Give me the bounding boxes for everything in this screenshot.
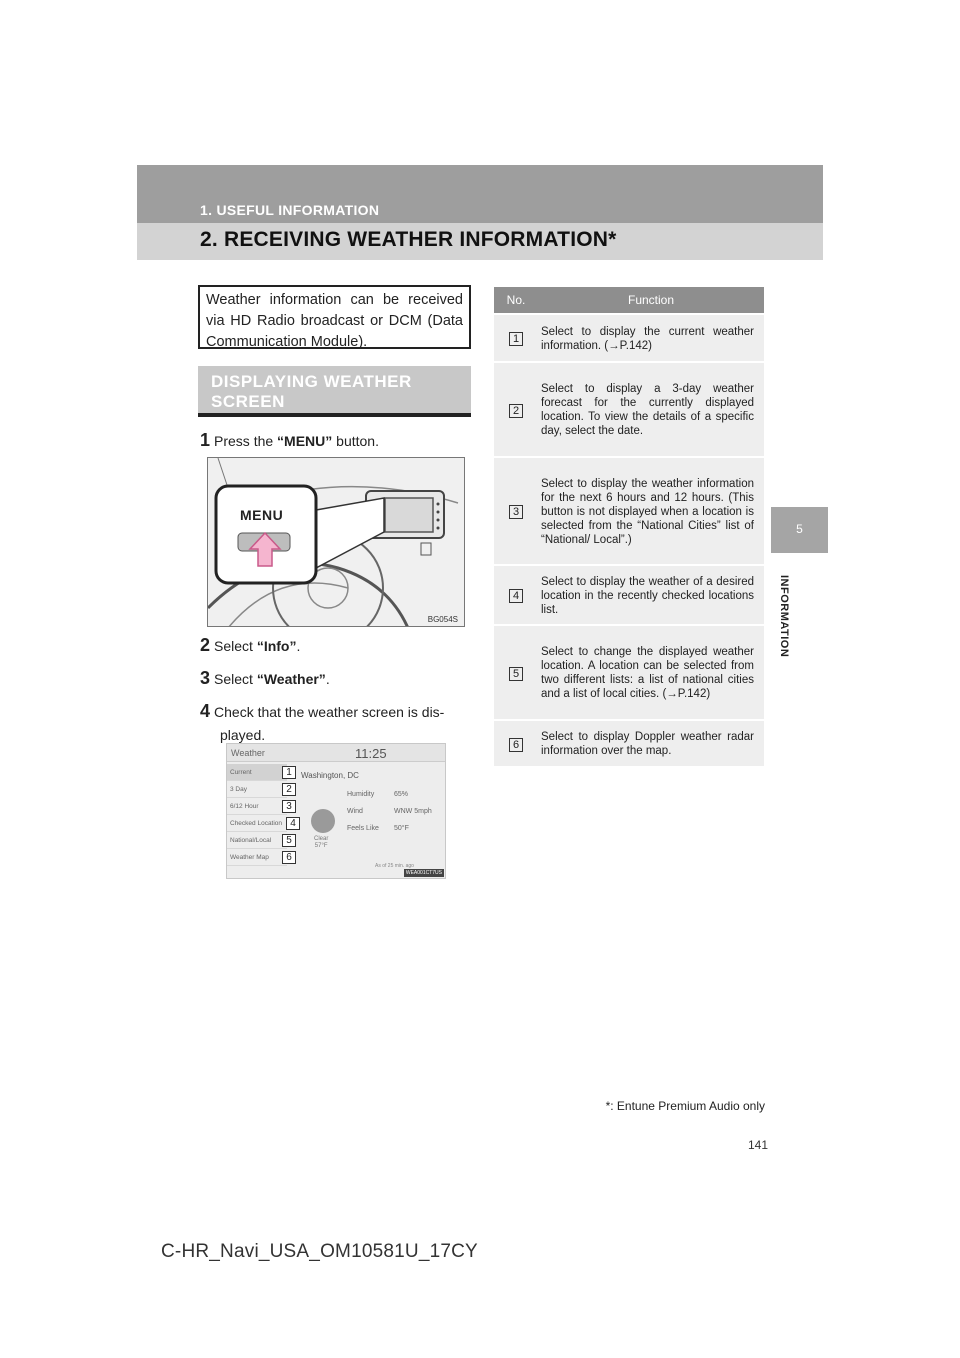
weather-menu-current[interactable]: Current bbox=[227, 764, 287, 781]
step-text: Check that the weather screen is dis- bbox=[214, 704, 445, 720]
weather-stat-label: Humidity bbox=[347, 791, 375, 798]
section-heading-text: DISPLAYING WEATHER SCREEN bbox=[211, 372, 412, 411]
dashboard-illustration bbox=[208, 458, 465, 627]
weather-menu bbox=[227, 764, 287, 866]
weather-clock: 11:25 bbox=[355, 746, 387, 761]
step-bold: “Info” bbox=[256, 638, 297, 654]
row-number-cell bbox=[494, 362, 538, 457]
row-function: Select to display the current weather information. (→P.142) bbox=[538, 314, 764, 362]
weather-stat-value: 65% bbox=[394, 791, 409, 798]
row-number-cell bbox=[494, 720, 538, 766]
callout-1: 1 bbox=[282, 766, 296, 779]
dashboard-figure bbox=[207, 457, 465, 627]
step-bold: “MENU” bbox=[277, 433, 333, 449]
step-text-end: button. bbox=[332, 433, 379, 449]
row-function: Select to display the weather information for the next 6 hours and 12 hours. (This button is not displayed when a location is selected from the “National Cities” list of “National/ Local”.) bbox=[538, 457, 764, 565]
callout-3: 3 bbox=[282, 800, 296, 813]
step-bold: “Weather” bbox=[256, 671, 326, 687]
weather-screen-title: Weather bbox=[231, 748, 265, 758]
row-number-cell bbox=[494, 457, 538, 565]
intro-box: Weather information can be received via HD Radio broadcast or DCM (Data Communication Module). bbox=[198, 285, 471, 349]
column-header-no: No. bbox=[494, 287, 538, 314]
table-row bbox=[494, 565, 764, 625]
weather-menu-3day[interactable]: 3 Day bbox=[227, 781, 287, 798]
step-1 bbox=[200, 429, 379, 452]
row-function: Select to display Doppler weather radar information over the map. bbox=[538, 720, 764, 766]
callout-6: 6 bbox=[282, 851, 296, 864]
weather-menu-6-12-hour[interactable]: 6/12 Hour bbox=[227, 798, 287, 815]
weather-temperature: 57°F bbox=[314, 843, 328, 849]
page-title: 2. RECEIVING WEATHER INFORMATION* bbox=[200, 228, 617, 251]
weather-condition-icon bbox=[311, 809, 335, 833]
column-header-function: Function bbox=[538, 287, 764, 314]
document-id: C-HR_Navi_USA_OM10581U_17CY bbox=[161, 1241, 478, 1262]
weather-condition-text: Clear bbox=[314, 836, 329, 842]
row-function: Select to display the weather of a desired location in the recently checked locations list. bbox=[538, 565, 764, 625]
step-3 bbox=[200, 667, 330, 690]
weather-stat-label: Feels Like bbox=[347, 825, 379, 832]
footnote: *: Entune Premium Audio only bbox=[605, 1099, 765, 1113]
step-text: Select bbox=[214, 671, 257, 687]
table-row bbox=[494, 457, 764, 565]
menu-button-label: MENU bbox=[240, 507, 284, 523]
weather-menu-national-local[interactable]: National/Local bbox=[227, 832, 287, 849]
table-row bbox=[494, 720, 764, 766]
weather-stat-value: 50°F bbox=[394, 825, 409, 832]
weather-menu-weather-map[interactable]: Weather Map bbox=[227, 849, 287, 866]
row-number-cell bbox=[494, 625, 538, 720]
row-number-cell bbox=[494, 565, 538, 625]
page-number: 141 bbox=[748, 1138, 769, 1152]
weather-location: Washington, DC bbox=[301, 771, 359, 780]
step-4 bbox=[200, 700, 472, 723]
row-number: 1 bbox=[509, 332, 523, 346]
row-function: Select to change the displayed weather location. A location can be selected from two different lists: a list of national cities and a list of local cities. (→P.142) bbox=[538, 625, 764, 720]
step-text-end: . bbox=[296, 638, 301, 654]
step-number: 3 bbox=[200, 668, 211, 688]
row-number-cell bbox=[494, 314, 538, 362]
step-text: Select bbox=[214, 638, 257, 654]
weather-stat-label: Wind bbox=[347, 808, 363, 815]
row-number: 2 bbox=[509, 404, 523, 418]
function-table bbox=[494, 287, 764, 766]
weather-screen-figure bbox=[226, 743, 446, 879]
table-row bbox=[494, 314, 764, 362]
chapter-number: 5 bbox=[796, 522, 803, 536]
weather-figure-code: WEA001CT7US bbox=[405, 870, 442, 876]
step-number: 1 bbox=[200, 430, 211, 450]
step-number: 4 bbox=[200, 701, 211, 721]
row-number: 3 bbox=[509, 505, 523, 519]
figure-code: BG054S bbox=[427, 615, 458, 624]
weather-menu-checked-location[interactable]: Checked Location bbox=[227, 815, 287, 832]
step-text-end: . bbox=[325, 671, 330, 687]
section-heading bbox=[198, 366, 471, 417]
weather-condition bbox=[314, 836, 328, 850]
callout-5: 5 bbox=[282, 834, 296, 847]
callout-4: 4 bbox=[286, 817, 300, 830]
table-row bbox=[494, 625, 764, 720]
section-label: 1. USEFUL INFORMATION bbox=[200, 202, 380, 218]
step-text: Press the bbox=[214, 433, 278, 449]
weather-stat-value: WNW 5mph bbox=[394, 808, 432, 815]
callout-2: 2 bbox=[282, 783, 296, 796]
table-header-row bbox=[494, 287, 764, 314]
step-4-continuation: played. bbox=[220, 727, 266, 743]
table-row bbox=[494, 362, 764, 457]
step-number: 2 bbox=[200, 635, 211, 655]
row-number: 6 bbox=[509, 738, 523, 752]
step-2 bbox=[200, 634, 300, 657]
row-number: 4 bbox=[509, 589, 523, 603]
row-function: Select to display a 3-day weather forecast for the currently displayed location. To view the details of a specific day, select the date. bbox=[538, 362, 764, 457]
chapter-label: INFORMATION bbox=[778, 575, 790, 658]
row-number: 5 bbox=[509, 667, 523, 681]
weather-as-of: As of 25 min. ago bbox=[375, 863, 414, 869]
